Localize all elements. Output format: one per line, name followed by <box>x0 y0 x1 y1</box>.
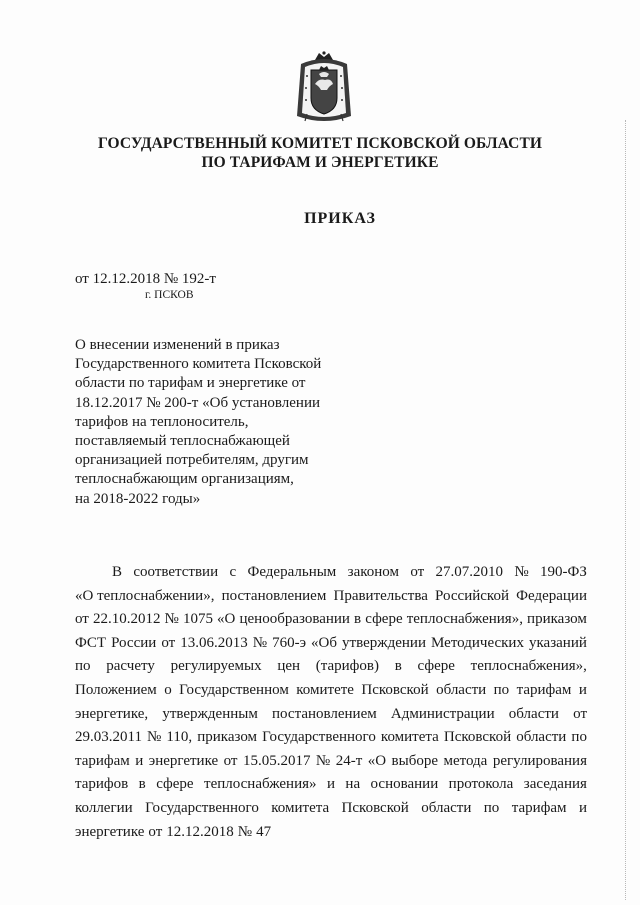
body-word: комитета <box>380 729 439 746</box>
body-word: тарифов <box>75 776 129 793</box>
body-word: Псковской <box>361 681 429 698</box>
body-word: приказом <box>197 729 258 746</box>
body-word: приказом <box>527 611 587 628</box>
body-word: тарифам <box>75 752 130 769</box>
body-word: № <box>237 823 253 840</box>
body-word: от <box>573 705 587 722</box>
body-word: постановлением <box>272 705 377 722</box>
body-word: соответствии <box>133 564 219 580</box>
body-word: области <box>508 705 559 722</box>
body-word: от <box>75 611 89 628</box>
body-word: и <box>578 799 587 816</box>
body-word: указаний <box>529 634 587 651</box>
body-line <box>75 726 587 750</box>
body-word: и <box>326 776 335 793</box>
document-body <box>75 561 587 844</box>
body-word: на <box>345 776 361 793</box>
body-word: № <box>514 564 529 580</box>
body-word: от <box>148 823 163 840</box>
body-word: утверждении <box>342 634 426 651</box>
body-word: Методических <box>431 634 524 651</box>
body-word: в <box>354 611 362 628</box>
body-word: 110, <box>166 729 193 746</box>
body-word: комитете <box>296 681 354 698</box>
body-word: от <box>161 634 176 651</box>
body-word: Администрации <box>390 705 495 722</box>
body-word: «О <box>367 752 387 769</box>
body-word: тарифам <box>516 681 572 698</box>
body-word: метода <box>443 752 488 769</box>
body-word: «О теплоснабжении», <box>75 587 215 604</box>
body-line <box>75 797 587 821</box>
body-line <box>75 608 587 632</box>
body-line <box>75 585 587 609</box>
body-word: 1075 <box>182 611 213 628</box>
document-date-number: от 12.12.2018 № 192-т <box>75 271 216 287</box>
body-word: от <box>410 564 425 580</box>
body-word: 760-э <box>272 634 307 651</box>
body-word: в <box>394 658 402 675</box>
body-word: № <box>315 752 331 769</box>
body-word: законом <box>347 564 399 580</box>
subject-line: теплоснабжающим организациям, <box>75 471 294 488</box>
body-line <box>75 655 587 679</box>
body-word: в <box>138 776 146 793</box>
body-word: теплоснабжения» <box>204 776 317 793</box>
body-word: энергетике <box>75 823 145 840</box>
body-word: коллегии <box>75 799 133 816</box>
body-word: «О <box>217 611 236 628</box>
body-word: 15.05.2017 <box>242 752 311 769</box>
body-word: области <box>516 729 567 746</box>
body-word: области <box>421 799 472 816</box>
organization-name-line-1: ГОСУДАРСТВЕННЫЙ КОМИТЕТ ПСКОВСКОЙ ОБЛАСТИ <box>97 135 543 152</box>
body-word: В <box>112 564 123 580</box>
body-word: Государственном <box>179 681 289 698</box>
body-word: Федеральным <box>247 564 337 580</box>
body-word: 22.10.2012 <box>92 611 161 628</box>
body-word: теплоснабжения», <box>406 611 523 628</box>
body-word: 12.12.2018 <box>166 823 234 840</box>
body-word: заседания <box>523 776 587 793</box>
body-word: регулируемых <box>170 658 262 675</box>
body-line <box>75 773 587 797</box>
body-word: Псковской <box>443 729 512 746</box>
document-city: г. ПСКОВ <box>145 289 194 301</box>
body-word: Государственного <box>262 729 376 746</box>
body-word: тарифам <box>511 799 567 816</box>
body-word: цен <box>277 658 301 675</box>
body-word: № <box>147 729 162 746</box>
body-word: по <box>75 658 91 675</box>
body-word: и <box>135 752 144 769</box>
body-word: № <box>252 634 268 651</box>
body-word: от <box>223 752 238 769</box>
scan-edge-mark <box>613 120 626 900</box>
document-type: ПРИКАЗ <box>304 210 376 227</box>
body-word: 24-т <box>335 752 363 769</box>
body-line <box>75 561 587 585</box>
body-word: Федерации <box>516 587 587 604</box>
body-word: выборе <box>391 752 438 769</box>
body-word: Правительства <box>333 587 428 604</box>
body-word: расчету <box>106 658 155 675</box>
body-line <box>75 750 587 774</box>
body-word: комитета <box>271 799 330 816</box>
body-word: № <box>164 611 179 628</box>
body-word: сфере <box>156 776 194 793</box>
body-word: 190-ФЗ <box>540 564 587 580</box>
body-word: утвержденным <box>162 705 258 722</box>
subject-line: области по тарифам и энергетике от <box>75 375 306 392</box>
body-word: по <box>571 729 587 746</box>
body-word: сфере <box>365 611 403 628</box>
body-word: области <box>436 681 487 698</box>
body-line <box>75 703 587 727</box>
organization-name-line-2: ПО ТАРИФАМ И ЭНЕРГЕТИКЕ <box>201 154 439 171</box>
body-word: Положением <box>75 681 157 698</box>
body-word: и <box>578 681 587 698</box>
subject-line: поставляемый теплоснабжающей <box>75 433 290 450</box>
body-word: (тарифов) <box>315 658 379 675</box>
organization-name <box>0 134 640 172</box>
subject-line: О внесении изменений в приказ <box>75 337 280 353</box>
body-word: России <box>111 634 157 651</box>
body-line <box>75 679 587 703</box>
body-word: 27.07.2010 <box>435 564 504 580</box>
body-word: ФСТ <box>75 634 107 651</box>
body-word: 29.03.2011 <box>75 729 142 746</box>
body-word: Государственного <box>145 799 259 816</box>
body-word: по <box>483 799 500 816</box>
body-word: 13.06.2013 <box>180 634 248 651</box>
body-word: Псковской <box>341 799 409 816</box>
body-word: протокола <box>448 776 514 793</box>
body-word: «Об <box>311 634 338 651</box>
subject-line: 18.12.2017 № 200-т «Об установлении <box>75 394 321 411</box>
body-word: 47 <box>256 823 272 840</box>
body-word: регулирования <box>492 752 587 769</box>
subject-line: на 2018-2022 годы» <box>75 490 201 507</box>
body-word: теплоснабжения», <box>470 658 587 675</box>
body-line <box>75 821 587 845</box>
body-line <box>75 632 587 656</box>
document-subject <box>75 336 375 509</box>
body-word: сфере <box>417 658 455 675</box>
subject-line: организацией потребителям, другим <box>75 452 309 469</box>
body-word: о <box>164 681 172 698</box>
coat-of-arms-icon <box>293 50 355 125</box>
subject-line: тарифов на теплоноситель, <box>75 413 249 430</box>
body-word: постановлением <box>221 587 327 604</box>
body-word: энергетике, <box>75 705 149 722</box>
body-word: энергетике <box>148 752 219 769</box>
body-word: Российской <box>435 587 509 604</box>
body-word: основании <box>370 776 439 793</box>
subject-line: Государственного комитета Псковской <box>75 356 322 373</box>
body-word: по <box>493 681 510 698</box>
body-word: ценообразовании <box>239 611 350 628</box>
body-word: с <box>229 564 237 580</box>
